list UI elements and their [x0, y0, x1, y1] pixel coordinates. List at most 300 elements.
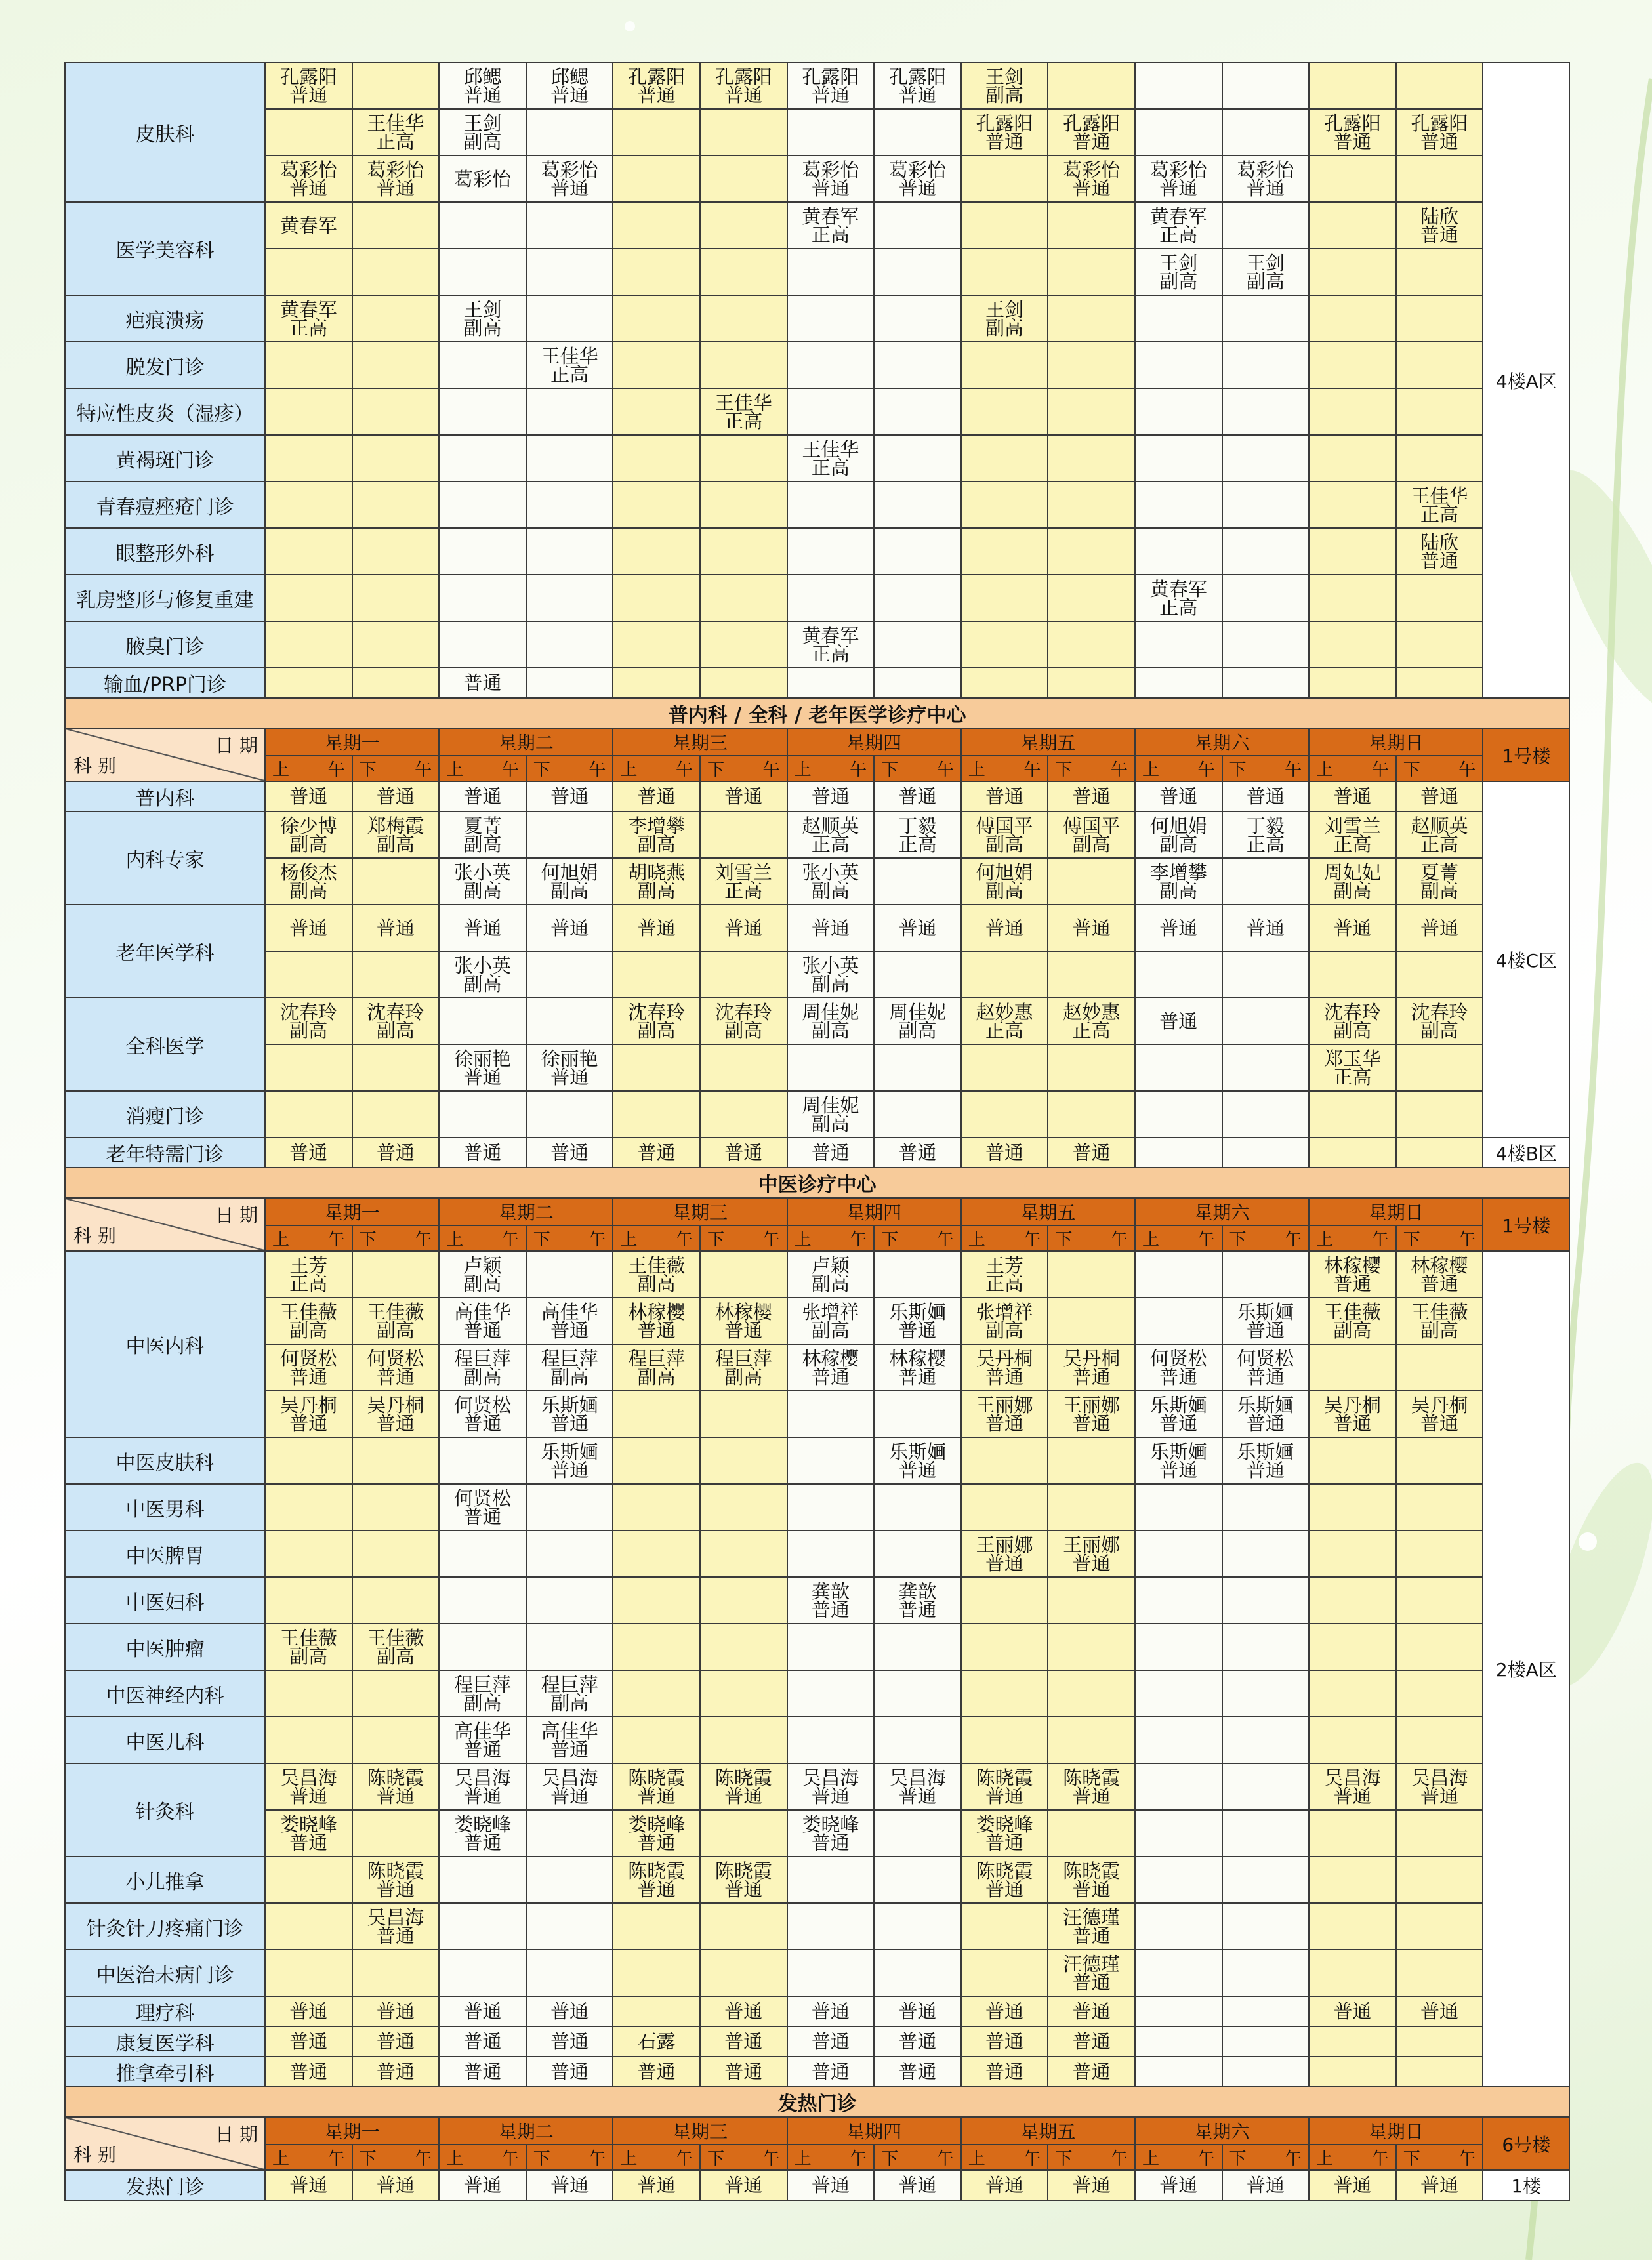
doctor-name: 何旭娟	[541, 861, 598, 884]
doctor-name: 吴昌海	[279, 1766, 337, 1789]
doctor-title: 普通	[289, 1831, 328, 1854]
schedule-cell	[1135, 575, 1222, 621]
schedule-cell-empty	[613, 668, 700, 698]
schedule-cell	[787, 1577, 875, 1624]
schedule-cell-empty	[961, 575, 1048, 621]
date-label: 日 期	[215, 735, 258, 756]
doctor-title: 普通	[898, 176, 937, 199]
schedule-cell	[787, 1810, 875, 1857]
schedule-cell	[526, 1717, 613, 1763]
schedule-cell-empty	[352, 202, 440, 249]
doctor-name: 高佳华	[541, 1719, 598, 1742]
doctor-name: 孔露阳	[802, 65, 859, 88]
schedule-cell	[700, 1138, 787, 1168]
doctor-name: 张小英	[802, 954, 859, 977]
pm-header: 下 午	[1396, 2145, 1483, 2170]
doctor-name: 胡晓燕	[628, 861, 686, 884]
schedule-cell	[787, 1138, 875, 1168]
schedule-cell-empty	[1135, 62, 1222, 109]
cell-text: 普通	[550, 2174, 589, 2196]
doctor-title: 普通	[1420, 1784, 1459, 1807]
doctor-title: 普通	[1246, 1365, 1285, 1388]
doctor-name: 郑玉华	[1323, 1047, 1381, 1070]
schedule-cell-empty	[874, 249, 961, 295]
schedule-cell-empty	[787, 1044, 875, 1091]
department-name: 特应性皮炎（湿疹）	[65, 388, 265, 435]
schedule-cell-empty	[613, 575, 700, 621]
schedule-cell-empty	[874, 1950, 961, 1996]
schedule-cell	[1048, 1138, 1135, 1168]
schedule-cell	[352, 1624, 440, 1670]
schedule-cell-empty	[265, 1531, 352, 1577]
cell-text: 葛彩怡	[453, 167, 511, 190]
schedule-cell-empty	[352, 342, 440, 388]
schedule-cell	[526, 1996, 613, 2026]
day-header: 星期日	[1309, 728, 1483, 756]
doctor-name: 葛彩怡	[888, 158, 946, 181]
schedule-cell	[1222, 2170, 1310, 2200]
schedule-cell-empty	[874, 1857, 961, 1903]
schedule-cell-empty	[526, 1950, 613, 1996]
day-header: 星期五	[961, 728, 1135, 756]
doctor-title: 正高	[376, 130, 415, 153]
schedule-cell-empty	[613, 435, 700, 482]
doctor-name: 程巨萍	[714, 1347, 772, 1370]
schedule-cell	[439, 1138, 526, 1168]
cell-text: 普通	[898, 2061, 937, 2083]
schedule-cell	[613, 858, 700, 905]
doctor-title: 普通	[463, 1738, 502, 1761]
schedule-cell	[700, 1298, 787, 1344]
schedule-cell-empty	[265, 528, 352, 575]
cell-text: 普通	[724, 2174, 763, 2196]
cell-text: 普通	[289, 2061, 328, 2083]
department-name: 老年医学科	[65, 905, 265, 998]
doctor-title: 普通	[550, 1065, 589, 1088]
schedule-cell	[439, 109, 526, 155]
doctor-title: 普通	[1159, 1458, 1198, 1481]
doctor-name: 汪德瑾	[1063, 1906, 1121, 1929]
doctor-title: 普通	[289, 1412, 328, 1435]
doctor-name: 葛彩怡	[1237, 158, 1294, 181]
schedule-cell	[1396, 1996, 1483, 2026]
doctor-title: 普通	[1420, 549, 1459, 572]
cell-text: 普通	[463, 1141, 502, 1164]
schedule-cell-empty	[1222, 1717, 1310, 1763]
doctor-name: 王佳华	[541, 344, 598, 367]
schedule-cell-empty	[700, 1810, 787, 1857]
schedule-cell-empty	[439, 998, 526, 1044]
doctor-title: 副高	[1246, 270, 1285, 293]
doctor-title: 正高	[1333, 1065, 1372, 1088]
doctor-name: 夏菁	[463, 814, 502, 837]
cell-text: 普通	[898, 1141, 937, 1164]
schedule-cell-empty	[787, 1717, 875, 1763]
schedule-cell	[352, 1344, 440, 1391]
schedule-cell-empty	[874, 951, 961, 998]
schedule-cell-empty	[352, 575, 440, 621]
doctor-name: 黄春军	[279, 298, 337, 321]
schedule-cell-empty	[1135, 1763, 1222, 1810]
doctor-name: 陆欣	[1420, 531, 1459, 554]
schedule-cell-empty	[613, 1531, 700, 1577]
schedule-cell	[874, 1298, 961, 1344]
schedule-cell	[1222, 812, 1310, 858]
cell-text: 普通	[1246, 785, 1285, 808]
schedule-cell-empty	[1048, 951, 1135, 998]
am-header: 上 午	[1135, 1225, 1222, 1251]
cell-text: 普通	[1420, 916, 1459, 939]
location-label: 1楼	[1483, 2170, 1569, 2200]
schedule-cell-empty	[1309, 482, 1396, 528]
schedule-cell-empty	[700, 1903, 787, 1950]
doctor-title: 副高	[289, 879, 328, 902]
doctor-title: 正高	[550, 363, 589, 386]
schedule-cell-empty	[1135, 342, 1222, 388]
doctor-title: 副高	[376, 1019, 415, 1042]
department-name: 黄褐斑门诊	[65, 435, 265, 482]
schedule-cell	[874, 1437, 961, 1484]
cell-text: 普通	[463, 785, 502, 808]
schedule-cell-empty	[1396, 1091, 1483, 1138]
schedule-cell	[961, 109, 1048, 155]
doctor-name: 张增祥	[976, 1300, 1033, 1323]
doctor-title: 副高	[463, 879, 502, 902]
doctor-name: 何贤松	[1237, 1347, 1294, 1370]
schedule-cell-empty	[1222, 575, 1310, 621]
cell-text: 普通	[289, 2174, 328, 2196]
doctor-title: 正高	[1420, 503, 1459, 525]
schedule-cell-empty	[613, 295, 700, 342]
doctor-title: 普通	[289, 1365, 328, 1388]
schedule-cell-empty	[874, 621, 961, 668]
doctor-name: 黄春军	[802, 205, 859, 228]
schedule-cell-empty	[1222, 1950, 1310, 1996]
day-header: 星期四	[787, 1198, 961, 1225]
doctor-name: 高佳华	[453, 1719, 511, 1742]
building-label: 1号楼	[1483, 1198, 1569, 1251]
day-header: 星期一	[265, 728, 439, 756]
schedule-cell	[961, 295, 1048, 342]
schedule-cell-empty	[265, 388, 352, 435]
schedule-cell-empty	[526, 202, 613, 249]
schedule-cell	[439, 812, 526, 858]
cell-text: 普通	[724, 2000, 763, 2023]
schedule-cell	[1309, 109, 1396, 155]
cell-text: 普通	[1246, 2174, 1285, 2196]
schedule-cell-empty	[1222, 998, 1310, 1044]
schedule-cell	[1309, 1391, 1396, 1437]
doctor-title: 副高	[637, 1272, 676, 1295]
doctor-title: 副高	[1159, 832, 1198, 855]
cell-text: 石露	[637, 2030, 676, 2053]
pm-header: 下 午	[1222, 1225, 1310, 1251]
schedule-cell-empty	[526, 249, 613, 295]
schedule-cell	[1135, 998, 1222, 1044]
schedule-cell	[352, 812, 440, 858]
schedule-cell	[961, 1138, 1048, 1168]
doctor-name: 陈晓霞	[976, 1766, 1033, 1789]
day-header: 星期三	[613, 1198, 787, 1225]
doctor-title: 副高	[985, 83, 1024, 106]
schedule-cell-empty	[961, 1903, 1048, 1950]
doctor-name: 李增攀	[1149, 861, 1207, 884]
schedule-cell-empty	[1048, 295, 1135, 342]
schedule-cell	[526, 1437, 613, 1484]
doctor-title: 普通	[811, 1598, 850, 1621]
schedule-cell-empty	[874, 668, 961, 698]
schedule-cell-empty	[1135, 482, 1222, 528]
schedule-cell-empty	[961, 1670, 1048, 1717]
doctor-title: 副高	[289, 832, 328, 855]
cell-text: 普通	[550, 2000, 589, 2023]
schedule-cell-empty	[1048, 858, 1135, 905]
schedule-cell	[1309, 1044, 1396, 1091]
doctor-title: 正高	[811, 832, 850, 855]
schedule-cell-empty	[961, 1484, 1048, 1531]
doctor-title: 副高	[637, 1365, 676, 1388]
schedule-cell-empty	[874, 1624, 961, 1670]
cell-text: 普通	[724, 2061, 763, 2083]
schedule-cell-empty	[1135, 1298, 1222, 1344]
doctor-name: 乐斯婳	[888, 1300, 946, 1323]
schedule-cell-empty	[787, 575, 875, 621]
department-name: 小儿推拿	[65, 1857, 265, 1903]
doctor-name: 娄晓峰	[279, 1813, 337, 1836]
doctor-title: 普通	[811, 1831, 850, 1854]
schedule-cell-empty	[352, 388, 440, 435]
doctor-name: 陆欣	[1420, 205, 1459, 228]
schedule-cell-empty	[439, 621, 526, 668]
schedule-cell-empty	[1309, 249, 1396, 295]
schedule-cell-empty	[1309, 2057, 1396, 2087]
doctor-title: 正高	[1420, 832, 1459, 855]
schedule-cell	[265, 1138, 352, 1168]
doctor-name: 王佳华	[1411, 484, 1468, 507]
schedule-cell-empty	[352, 1044, 440, 1091]
schedule-cell	[1396, 1251, 1483, 1298]
am-header: 上 午	[1135, 2145, 1222, 2170]
doctor-name: 吴昌海	[802, 1766, 859, 1789]
schedule-cell-empty	[700, 435, 787, 482]
schedule-cell	[787, 2057, 875, 2087]
doctor-name: 周佳妮	[802, 1094, 859, 1117]
schedule-cell	[265, 812, 352, 858]
doctor-name: 王佳薇	[367, 1626, 424, 1649]
day-header: 星期二	[439, 1198, 613, 1225]
schedule-cell	[961, 905, 1048, 951]
doctor-name: 卢颖	[811, 1254, 850, 1277]
schedule-cell-empty	[613, 155, 700, 202]
schedule-cell	[613, 2170, 700, 2200]
schedule-cell	[265, 998, 352, 1044]
cell-text: 普通	[1072, 2000, 1111, 2023]
schedule-cell-empty	[1309, 1950, 1396, 1996]
schedule-cell-empty	[961, 951, 1048, 998]
doctor-title: 普通	[985, 1412, 1024, 1435]
schedule-cell-empty	[700, 155, 787, 202]
schedule-cell-empty	[1222, 2057, 1310, 2087]
schedule-cell	[439, 2057, 526, 2087]
schedule-cell	[787, 1344, 875, 1391]
schedule-cell	[874, 1577, 961, 1624]
pm-header: 下 午	[1222, 756, 1310, 781]
doctor-name: 王剑	[985, 65, 1024, 88]
schedule-cell-empty	[1135, 1810, 1222, 1857]
schedule-cell-empty	[700, 109, 787, 155]
doctor-title: 正高	[1333, 832, 1372, 855]
pm-header: 下 午	[526, 2145, 613, 2170]
doctor-name: 高佳华	[453, 1300, 511, 1323]
schedule-cell-empty	[1309, 295, 1396, 342]
doctor-name: 周佳妮	[802, 1000, 859, 1023]
schedule-cell-empty	[352, 482, 440, 528]
schedule-cell-empty	[961, 435, 1048, 482]
schedule-table	[64, 62, 1570, 2201]
schedule-cell-empty	[352, 858, 440, 905]
doctor-name: 丁毅	[898, 814, 937, 837]
doctor-title: 普通	[898, 1458, 937, 1481]
schedule-cell-empty	[265, 109, 352, 155]
schedule-cell-empty	[700, 1391, 787, 1437]
schedule-cell-empty	[352, 1531, 440, 1577]
schedule-cell-empty	[961, 342, 1048, 388]
cell-text: 普通	[376, 785, 415, 808]
schedule-cell-empty	[1396, 1577, 1483, 1624]
schedule-cell-empty	[613, 249, 700, 295]
doctor-title: 副高	[550, 879, 589, 902]
schedule-cell	[700, 388, 787, 435]
doctor-name: 林稼樱	[628, 1300, 686, 1323]
schedule-cell-empty	[1135, 1091, 1222, 1138]
doctor-title: 副高	[550, 1691, 589, 1714]
department-name: 全科医学	[65, 998, 265, 1091]
doctor-title: 副高	[463, 1272, 502, 1295]
doctor-name: 吴昌海	[367, 1906, 424, 1929]
doctor-name: 程巨萍	[453, 1347, 511, 1370]
schedule-cell-empty	[613, 1950, 700, 1996]
doctor-title: 普通	[637, 1319, 676, 1342]
doctor-name: 刘雪兰	[1323, 814, 1381, 837]
location-label: 4楼C区	[1483, 781, 1569, 1138]
schedule-cell-empty	[961, 202, 1048, 249]
doctor-name: 乐斯婳	[1237, 1440, 1294, 1463]
schedule-cell	[352, 1138, 440, 1168]
doctor-name: 吴丹桐	[1411, 1393, 1468, 1416]
schedule-cell-empty	[700, 1950, 787, 1996]
doctor-title: 普通	[550, 1458, 589, 1481]
day-header: 星期日	[1309, 1198, 1483, 1225]
doctor-title: 普通	[898, 83, 937, 106]
schedule-cell	[700, 1857, 787, 1903]
schedule-cell	[874, 2057, 961, 2087]
schedule-cell	[265, 1344, 352, 1391]
schedule-cell-empty	[1222, 1996, 1310, 2026]
schedule-cell-empty	[874, 482, 961, 528]
cell-text: 普通	[1159, 1010, 1198, 1033]
doctor-title: 普通	[1246, 176, 1285, 199]
doctor-name: 王佳薇	[628, 1254, 686, 1277]
cell-text: 普通	[376, 916, 415, 939]
schedule-cell	[1396, 482, 1483, 528]
day-header: 星期一	[265, 1198, 439, 1225]
header-corner	[65, 728, 265, 781]
schedule-cell-empty	[265, 1717, 352, 1763]
schedule-cell-empty	[1396, 1138, 1483, 1168]
schedule-cell	[352, 2026, 440, 2057]
department-name: 皮肤科	[65, 62, 265, 202]
schedule-cell	[526, 1670, 613, 1717]
schedule-cell-empty	[1396, 1903, 1483, 1950]
schedule-cell	[439, 1763, 526, 1810]
schedule-cell	[1222, 1344, 1310, 1391]
doctor-title: 副高	[1072, 832, 1111, 855]
schedule-cell-empty	[439, 435, 526, 482]
schedule-cell-empty	[613, 1670, 700, 1717]
doctor-name: 沈春玲	[367, 1000, 424, 1023]
cell-text: 普通	[811, 2030, 850, 2053]
doctor-title: 普通	[898, 1365, 937, 1388]
schedule-cell	[1048, 2057, 1135, 2087]
schedule-cell	[526, 2026, 613, 2057]
department-name: 消瘦门诊	[65, 1091, 265, 1138]
schedule-cell	[787, 202, 875, 249]
schedule-cell	[874, 62, 961, 109]
doctor-name: 何旭娟	[976, 861, 1033, 884]
schedule-cell-empty	[874, 1091, 961, 1138]
schedule-cell	[1135, 1437, 1222, 1484]
doctor-name: 龚歆	[898, 1580, 937, 1603]
cell-text: 普通	[898, 2000, 937, 2023]
schedule-cell	[1309, 1298, 1396, 1344]
doctor-title: 普通	[1072, 1924, 1111, 1947]
doctor-name: 何贤松	[367, 1347, 424, 1370]
doctor-name: 王剑	[1246, 251, 1285, 274]
schedule-cell-empty	[1396, 1717, 1483, 1763]
schedule-cell-empty	[700, 1717, 787, 1763]
schedule-cell-empty	[613, 1044, 700, 1091]
schedule-cell	[265, 1391, 352, 1437]
department-name: 眼整形外科	[65, 528, 265, 575]
schedule-cell-empty	[700, 621, 787, 668]
cell-text: 普通	[289, 916, 328, 939]
schedule-cell	[961, 2170, 1048, 2200]
doctor-title: 副高	[811, 1019, 850, 1042]
schedule-cell-empty	[439, 1437, 526, 1484]
schedule-cell-empty	[1222, 2026, 1310, 2057]
schedule-cell-empty	[1222, 1138, 1310, 1168]
day-header: 星期二	[439, 2117, 613, 2145]
schedule-cell-empty	[961, 668, 1048, 698]
schedule-cell	[1048, 812, 1135, 858]
schedule-cell-empty	[1048, 62, 1135, 109]
schedule-cell	[1135, 2170, 1222, 2200]
cell-text: 普通	[1072, 2030, 1111, 2053]
doctor-name: 林稼樱	[1411, 1254, 1468, 1277]
schedule-cell-empty	[439, 528, 526, 575]
schedule-cell-empty	[1396, 668, 1483, 698]
cell-text: 普通	[1159, 916, 1198, 939]
schedule-cell-empty	[787, 1624, 875, 1670]
schedule-cell-empty	[526, 1531, 613, 1577]
schedule-cell	[1048, 109, 1135, 155]
am-header: 上 午	[787, 756, 875, 781]
schedule-cell-empty	[613, 202, 700, 249]
doctor-title: 副高	[1420, 1019, 1459, 1042]
schedule-cell	[352, 1903, 440, 1950]
department-name: 乳房整形与修复重建	[65, 575, 265, 621]
doctor-title: 普通	[550, 1319, 589, 1342]
